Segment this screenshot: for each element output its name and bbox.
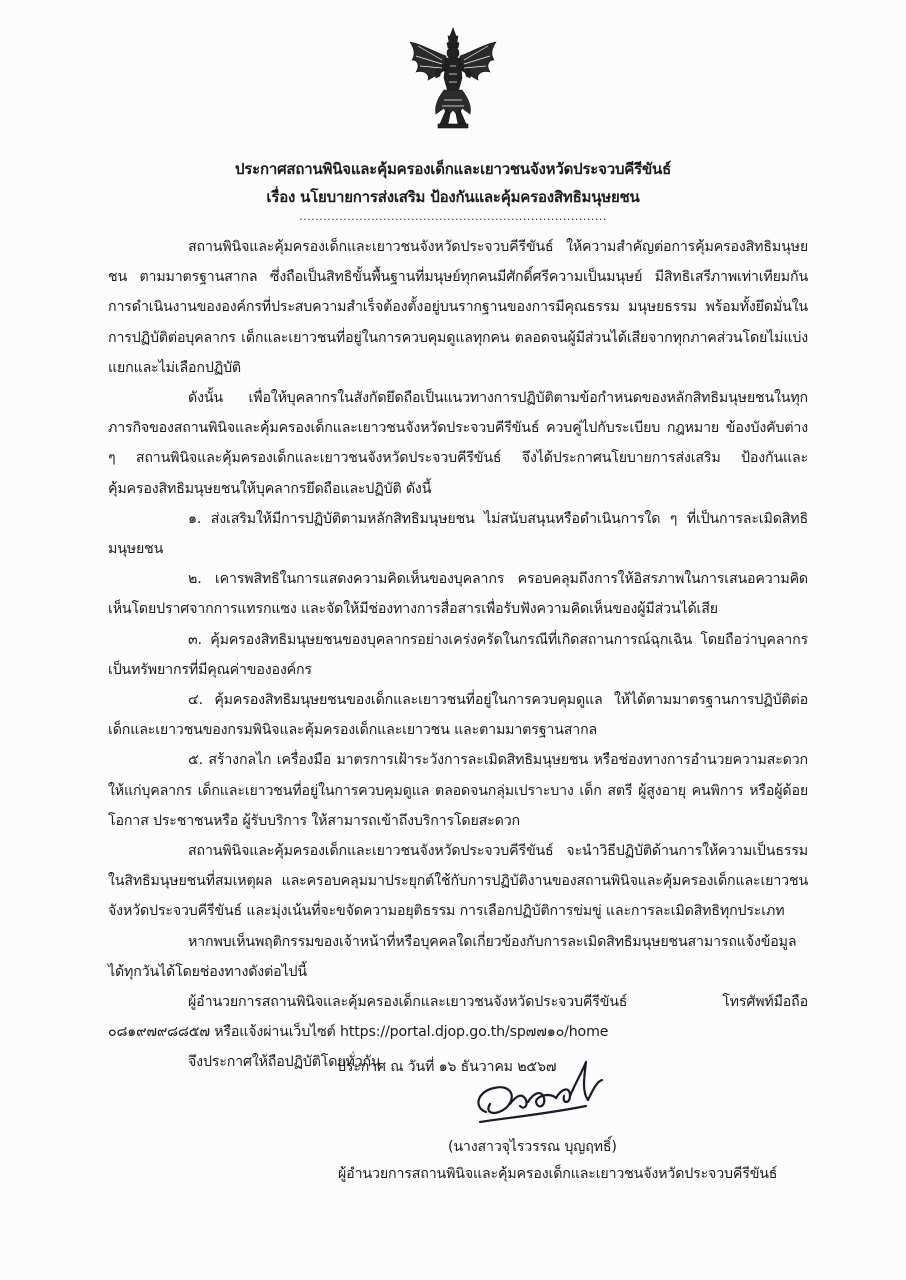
title-separator: ............................................................................. — [299, 210, 607, 223]
policy-item-5: ๕. สร้างกลไก เครื่องมือ มาตรการเฝ้าระวังการละเมิดสิทธิมนุษยชน หรือช่องทางการอำนวยความสะดวกให้แก่บุคลากร เด็กและเยาวชนที่อยู่ในการควบคุมดูแล ตลอดจนกลุ่มเปราะบาง เด็ก สตรี ผู้สูงอายุ คนพิการ หรือผู้ด้อยโอกาส ประชาชนหรือ ผู้รับบริการ ให้สามารถเข้าถึงบริการโดยสะดวก — [108, 752, 808, 829]
report-paragraph: หากพบเห็นพฤติกรรมของเจ้าหน้าที่หรือบุคคลใดเกี่ยวข้องกับการละเมิดสิทธิมนุษยชนสามารถแจ้งข้อมูลได้ทุกวันได้โดยช่องทางดังต่อไปนี้ — [108, 933, 797, 980]
closing-statement: จึงประกาศให้ถือปฏิบัติโดยทั่วกัน — [188, 1054, 381, 1071]
signatory-position: ผู้อำนวยการสถานพินิจและคุ้มครองเด็กและเยาวชนจังหวัดประจวบคีรีขันธ์ — [338, 1166, 778, 1182]
announcement-title: ประกาศสถานพินิจและคุ้มครองเด็กและเยาวชนจังหวัดประจวบคีรีขันธ์ — [234, 160, 672, 178]
policy-item-2: ๒. เคารพสิทธิในการแสดงความคิดเห็นของบุคลากร ครอบคลุมถึงการให้อิสรภาพในการเสนอความคิดเห็นโดยปราศจากการแทรกแซง และจัดให้มีช่องทางการสื่อสารเพื่อรับฟังความคิดเห็นของผู้มีส่วนได้เสีย — [108, 571, 808, 618]
policy-item-1: ๑. ส่งเสริมให้มีการปฏิบัติตามหลักสิทธิมนุษยชน ไม่สนับสนุนหรือดำเนินการใด ๆ ที่เป็นการละเมิดสิทธิมนุษยชน — [108, 510, 808, 558]
handwritten-signature-icon — [466, 1052, 616, 1130]
contact-paragraph: ผู้อำนวยการสถานพินิจและคุ้มครองเด็กและเยาวชนจังหวัดประจวบคีรีขันธ์ โทรศัพท์มือถือ ๐๘๑๙๗๙๘๘๕๗ หรือแจ้งผ่านเว็บไซต์ https://portal.djop.go.th/sp๗๗๑๐/home — [108, 994, 808, 1041]
announcement-subject: เรื่อง นโยบายการส่งเสริม ป้องกันและคุ้มครองสิทธิมนุษยชน — [266, 188, 640, 206]
intro-paragraph: สถานพินิจและคุ้มครองเด็กและเยาวชนจังหวัดประจวบคีรีขันธ์ ให้ความสำคัญต่อการคุ้มครองสิทธิมนุษยชน ตามมาตรฐานสากล ซึ่งถือเป็นสิทธิขั้นพื้นฐานที่มนุษย์ทุกคนมีศักดิ์ศรีความเป็นมนุษย์ มีสิทธิเสรีภาพเท่าเทียมกัน การดำเนินงานขององค์กรที่ประสบความสำเร็จต้องตั้งอยู่บนรากฐานของการมีคุณธรรม มนุษยธรรม พร้อมทั้งยึดมั่นในการปฏิบัติต่อบุคลากร เด็กและเยาวชนที่อยู่ในการควบคุมดูแลทุกคน ตลอดจนผู้มีส่วนได้เสียจากทุกภาคส่วนโดยไม่แบ่งแยกและไม่เลือกปฏิบัติ — [108, 239, 808, 376]
announcement-date: ประกาศ ณ วันที่ ๑๖ ธันวาคม ๒๕๖๗ — [337, 1059, 557, 1075]
purpose-paragraph: ดังนั้น เพื่อให้บุคลากรในสังกัดยึดถือเป็นแนวทางการปฏิบัติตามข้อกำหนดของหลักสิทธิมนุษยชนในทุกภารกิจของสถานพินิจและคุ้มครองเด็กและเยาวชนจังหวัดประจวบคีรีขันธ์ ควบคู่ไปกับระเบียบ กฎหมาย ข้องบังคับต่าง ๆ สถานพินิจและคุ้มครองเด็กและเยาวชนจังหวัดประจวบคีรีขันธ์ จึงได้ประกาศนโยบายการส่งเสริม ป้องกันและคุ้มครองสิทธิมนุษยชนให้บุคลากรยึดถือและปฏิบัติ ดังนี้ — [108, 390, 808, 497]
announcement-body — [108, 232, 808, 1078]
commitment-paragraph: สถานพินิจและคุ้มครองเด็กและเยาวชนจังหวัดประจวบคีรีขันธ์ จะนำวิธีปฏิบัติด้านการให้ความเป็นธรรมในสิทธิมนุษยชนที่สมเหตุผล และครอบคลุมมาประยุกต์ใช้กับการปฏิบัติงานของสถานพินิจและคุ้มครองเด็กและเยาวชนจังหวัดประจวบคีรีขันธ์ และมุ่งเน้นที่จะขจัดความอยุติธรรม การเลือกปฏิบัติการข่มขู่ และการละเมิดสิทธิทุกประเภท — [108, 843, 808, 920]
policy-item-4: ๔. คุ้มครองสิทธิมนุษยชนของเด็กและเยาวชนที่อยู่ในการควบคุมดูแล ให้ได้ตามมาตรฐานการปฏิบัติต่อเด็กและเยาวชนของกรมพินิจและคุ้มครองเด็กและเยาวชน และตามมาตรฐานสากล — [108, 692, 808, 739]
policy-item-3: ๓. คุ้มครองสิทธิมนุษยชนของบุคลากรอย่างเคร่งครัดในกรณีที่เกิดสถานการณ์ฉุกเฉิน โดยถือว่าบุคลากรเป็นทรัพยากรที่มีคุณค่าขององค์กร — [108, 631, 808, 678]
garuda-emblem-icon — [404, 26, 502, 130]
signatory-name: (นางสาวจุไรวรรณ บุญฤทธิ์) — [448, 1139, 617, 1155]
